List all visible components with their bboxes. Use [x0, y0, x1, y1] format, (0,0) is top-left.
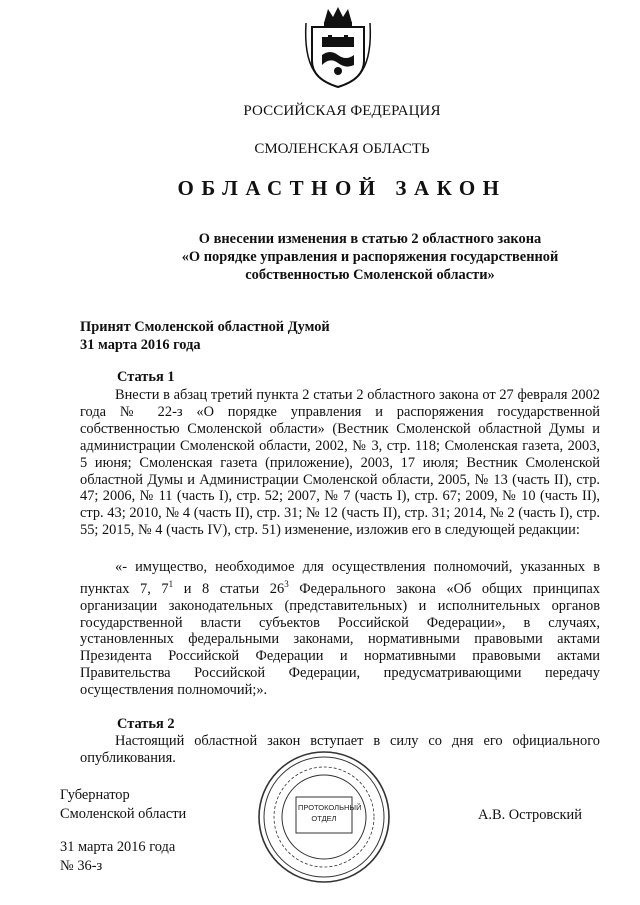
quote-text: и 8 статьи 26	[173, 580, 285, 597]
subject-line: «О порядке управления и распоряжения государственной	[181, 249, 559, 265]
region-heading: СМОЛЕНСКАЯ ОБЛАСТЬ	[254, 141, 430, 157]
signatory-title-line: Смоленской области	[60, 806, 187, 822]
adoption-line: Принят Смоленской областной Думой	[80, 319, 330, 335]
article-1-body: Внести в абзац третий пункта 2 статьи 2 областного закона от 27 февраля 2002 года № 22-з «О порядке управления и распоряжения государственной собственностью Смоленской области» (Вестник Смоленской областной Думы и администрации Смоленской области, 2002, № 3, стр. 118; Смоленская газета, 2003, 5 июня; Смоленская газета (приложение), 2003, 17 июля; Вестник Смоленской областной Думы и Администрации Смоленской области, 2005, № 13 (часть II), стр. 47; 2006, № 11 (часть I), стр. 52; 2007, № 7 (часть I), стр. 67; 2009, № 10 (часть II), стр. 43; 2010, № 4 (часть II), стр. 31; № 12 (часть II), стр. 31; 2014, № 2 (часть I), стр. 55; 2015, № 4 (часть IV), стр. 51) изменение, изложив его в следующей редакции:	[80, 387, 600, 539]
signing-details	[60, 838, 175, 876]
adoption-date: 31 марта 2016 года	[80, 337, 201, 353]
seal-text-line: ОТДЕЛ	[311, 814, 337, 823]
signatory-title-line: Губернатор	[60, 787, 130, 803]
document-type-title: ОБЛАСТНОЙ ЗАКОН	[177, 176, 507, 200]
federation-heading: РОССИЙСКАЯ ФЕДЕРАЦИЯ	[243, 103, 441, 119]
law-subject-title	[150, 230, 590, 284]
seal-inner-text	[298, 802, 362, 824]
signatory-title	[60, 786, 186, 824]
law-number: № 36-з	[60, 858, 103, 874]
article-2-heading: Статья 2	[117, 716, 175, 732]
subject-line: собственностью Смоленской области»	[245, 267, 495, 283]
seal-text-line: ПРОТОКОЛЬНЫЙ	[298, 803, 362, 812]
superscript: 1	[168, 578, 174, 589]
coat-of-arms-emblem	[302, 5, 374, 89]
adoption-note	[80, 318, 330, 354]
signing-date: 31 марта 2016 года	[60, 839, 176, 855]
article-1-quoted-text	[80, 559, 600, 699]
article-2-body: Настоящий областной закон вступает в силу со дня его официального опубликования.	[80, 733, 600, 766]
quote-text: «- имущество, необходимое для осуществления полномочий, указанных в пунктах 7, 7	[80, 559, 600, 597]
quote-text: Федерального закона «Об общих принципах организации законодательных (представительных) и исполнительных органов государственной власти субъектов Российской Федерации», в случаях, установленных федеральными законами, нормативными правовыми актами Президента Российской Федерации и нормативными правовыми актами Правительства Российской Федерации, предусматривающими передачу осуществления полномочий;».	[80, 580, 600, 699]
article-1-heading: Статья 1	[117, 369, 175, 385]
signatory-name: А.В. Островский	[478, 807, 582, 823]
subject-line: О внесении изменения в статью 2 областного закона	[198, 231, 542, 247]
superscript: 3	[284, 578, 289, 589]
